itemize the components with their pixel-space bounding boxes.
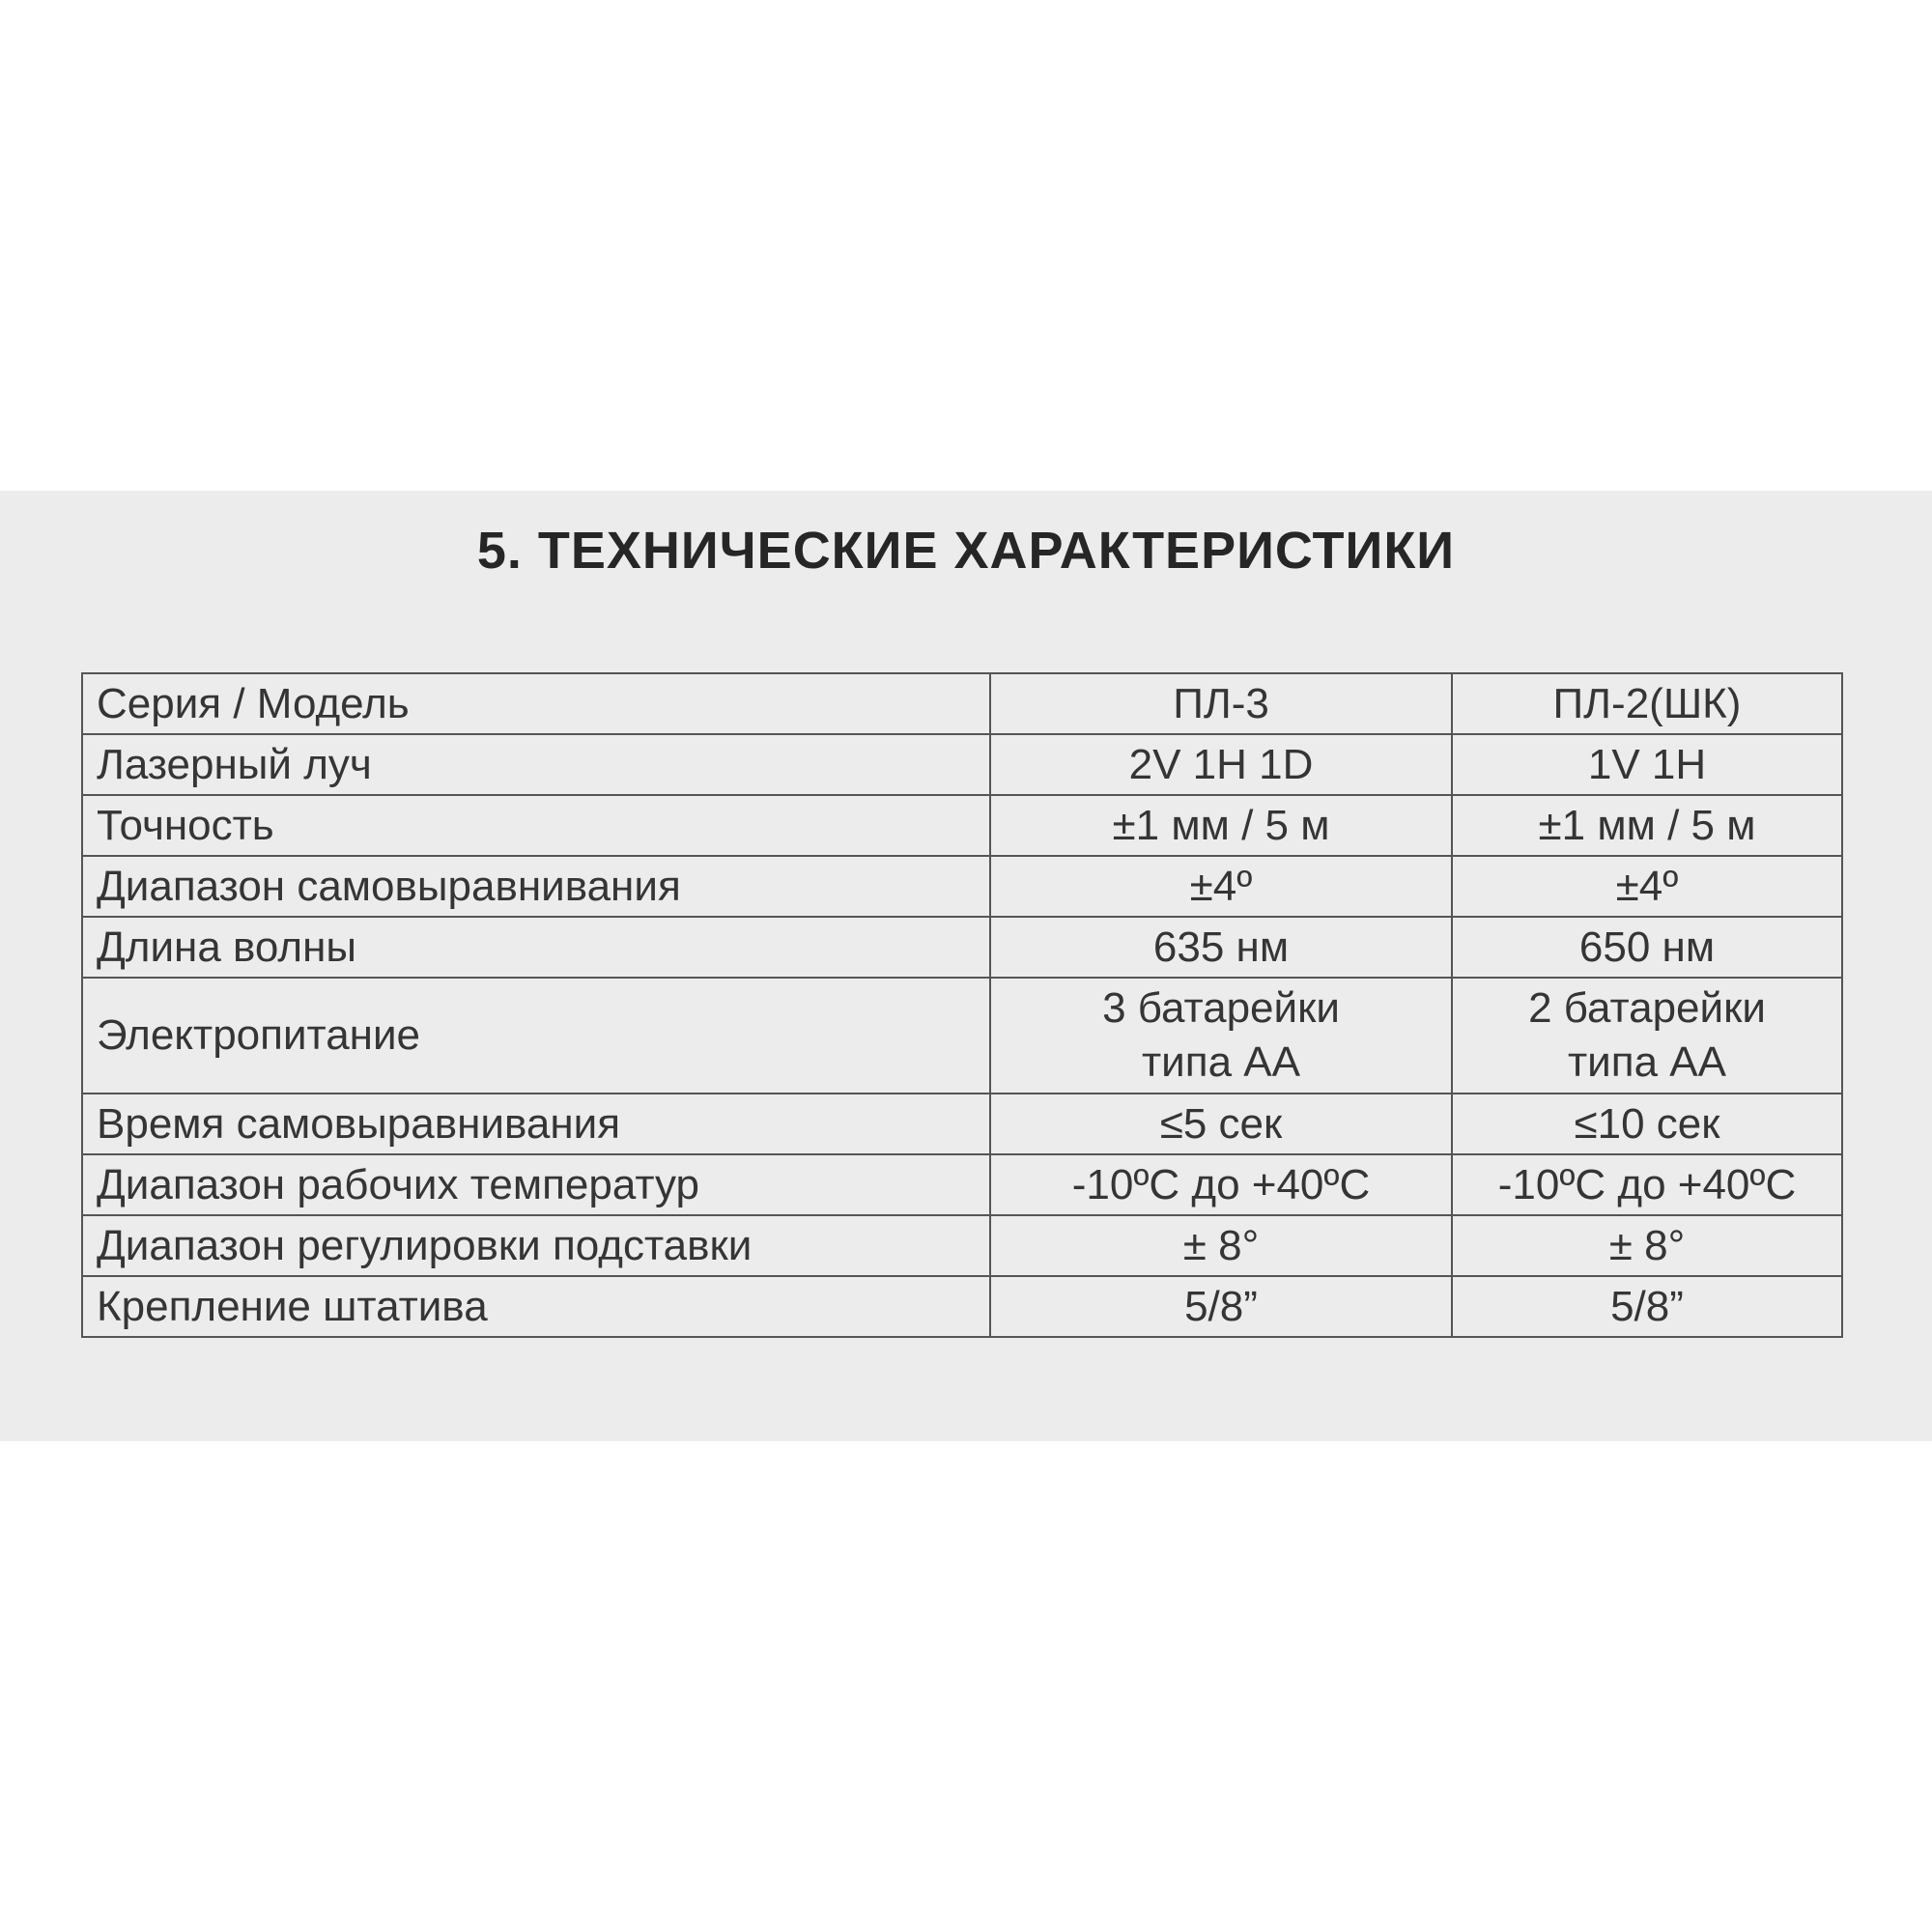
table-row — [82, 917, 1842, 978]
param-cell: Лазерный луч — [82, 734, 990, 795]
table-row — [82, 978, 1842, 1094]
spec-table — [81, 672, 1843, 1338]
table-row — [82, 856, 1842, 917]
model-1-value: ± 8° — [990, 1215, 1452, 1276]
table-header-row — [82, 673, 1842, 734]
model-2-value: 650 нм — [1452, 917, 1842, 978]
table-row — [82, 734, 1842, 795]
table-row — [82, 1094, 1842, 1154]
param-cell: Диапазон регулировки подставки — [82, 1215, 990, 1276]
model-1-value: ±1 мм / 5 м — [990, 795, 1452, 856]
model-1-value: ±4º — [990, 856, 1452, 917]
header-param-cell: Серия / Модель — [82, 673, 990, 734]
param-cell: Диапазон самовыравнивания — [82, 856, 990, 917]
model-2-value: 1V 1H — [1452, 734, 1842, 795]
param-cell: Точность — [82, 795, 990, 856]
model-1-value: ≤5 сек — [990, 1094, 1452, 1154]
model-1-value: 5/8” — [990, 1276, 1452, 1337]
header-model-2-cell: ПЛ-2(ШК) — [1452, 673, 1842, 734]
model-2-value: ±1 мм / 5 м — [1452, 795, 1842, 856]
table-row — [82, 1276, 1842, 1337]
model-1-value: 635 нм — [990, 917, 1452, 978]
model-1-value: -10ºС до +40ºС — [990, 1154, 1452, 1215]
model-2-value: ±4º — [1452, 856, 1842, 917]
model-1-value: 2V 1H 1D — [990, 734, 1452, 795]
model-2-value: 2 батарейки типа АА — [1452, 978, 1842, 1094]
model-2-value: ≤10 сек — [1452, 1094, 1842, 1154]
param-cell: Крепление штатива — [82, 1276, 990, 1337]
param-cell: Электропитание — [82, 978, 990, 1094]
section-heading: 5. ТЕХНИЧЕСКИЕ ХАРАКТЕРИСТИКИ — [476, 522, 1456, 580]
model-2-value: 5/8” — [1452, 1276, 1842, 1337]
model-1-value: 3 батарейки типа АА — [990, 978, 1452, 1094]
model-2-value: ± 8° — [1452, 1215, 1842, 1276]
table-row — [82, 1215, 1842, 1276]
document-page — [0, 491, 1932, 1441]
param-cell: Длина волны — [82, 917, 990, 978]
param-cell: Диапазон рабочих температур — [82, 1154, 990, 1215]
model-2-value: -10ºС до +40ºС — [1452, 1154, 1842, 1215]
table-row — [82, 1154, 1842, 1215]
param-cell: Время самовыравнивания — [82, 1094, 990, 1154]
table-row — [82, 795, 1842, 856]
header-model-1-cell: ПЛ-3 — [990, 673, 1452, 734]
